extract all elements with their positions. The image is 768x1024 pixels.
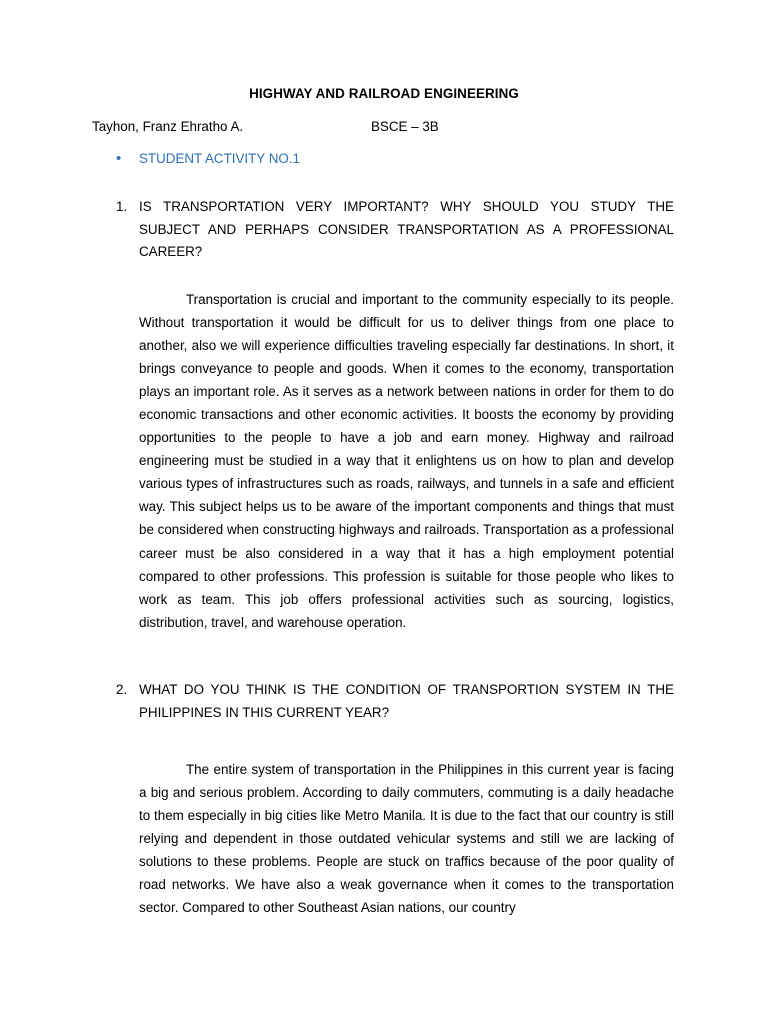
author-name: Tayhon, Franz Ehratho A. — [92, 119, 244, 134]
answer-paragraph-2: The entire system of transportation in the Philippines in this current year is facing a big and serious problem. According to daily commuters, commuting is a daily headache to them especially in big cities like Metro Manila. It is due to the fact that our country is still relying and dependent in those outdated vehicular systems and still we are lacking of solutions to these problems. People are stuck on traffics because of the poor quality of road networks. We have also a weak governance when it comes to the transportation sector. Compared to other Southeast Asian nations, our country — [139, 762, 674, 916]
document-title: HIGHWAY AND RAILROAD ENGINEERING — [249, 86, 519, 101]
question-number: 1. — [116, 199, 128, 214]
question-number: 2. — [116, 682, 128, 697]
course-section: BSCE – 3B — [371, 119, 439, 134]
question-text: WHAT DO YOU THINK IS THE CONDITION OF TRANSPORTION SYSTEM IN THE PHILIPPINES IN THIS CURRENT YEAR? — [139, 682, 674, 720]
activity-label: STUDENT ACTIVITY NO.1 — [139, 151, 300, 166]
answer-paragraph-1: Transportation is crucial and important to the community especially to its people. Without transportation it would be difficult for us to deliver things from one place to another, also we will experience difficulties traveling especially far destinations. In short, it brings conveyance to people and goods. When it comes to the economy, transportation plays an important role. As it serves as a network between nations in order for them to do economic transactions and other economic activities. It boosts the economy by providing opportunities to the people to have a job and earn money. Highway and railroad engineering must be studied in a way that it enlightens us on how to plan and develop various types of infrastructures such as roads, railways, and tunnels in a safe and efficient way. This subject helps us to be aware of the important components and things that must be considered when constructing highways and railroads. Transportation as a professional career must be also considered in a way that it has a high employment potential compared to other professions. This profession is suitable for those people who likes to work as team. This job offers professional activities such as sourcing, logistics, distribution, travel, and warehouse operation. — [139, 292, 674, 630]
bullet-icon: • — [116, 150, 122, 167]
question-text: IS TRANSPORTATION VERY IMPORTANT? WHY SHOULD YOU STUDY THE SUBJECT AND PERHAPS CONSIDER TRANSPORTATION AS A PROFESSIONAL CAREER? — [139, 199, 674, 259]
